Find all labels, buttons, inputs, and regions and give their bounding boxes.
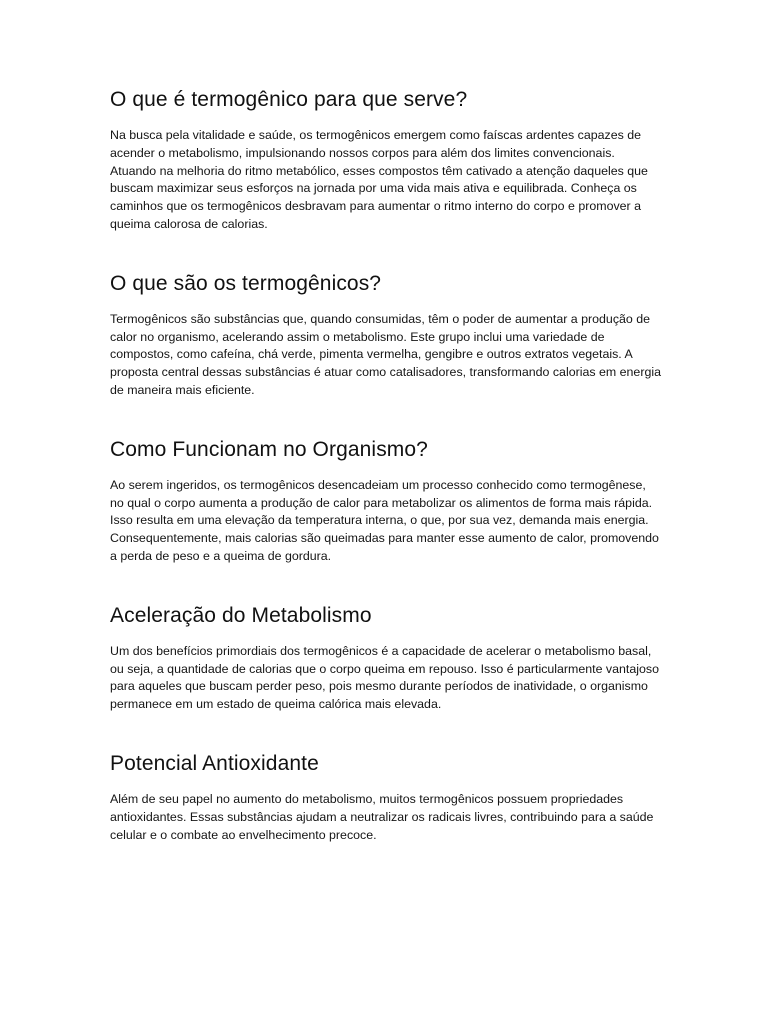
section-what-is-thermogenic — [110, 86, 662, 234]
section-paragraph: Na busca pela vitalidade e saúde, os termogênicos emergem como faíscas ardentes capazes de acender o metabolismo, impulsionando nossos corpos para além dos limites convencionais. Atuando na melhoria do ritmo metabólico, esses compostos têm cativado a atenção daqueles que buscam maximizar seus esforços na jornada por uma vida mais ativa e equilibrada. Conheça os caminhos que os termogênicos desbravam para aumentar o ritmo interno do corpo e promover a queima calorosa de calorias. — [110, 128, 648, 231]
section-heading: O que são os termogênicos? — [110, 271, 382, 295]
section-antioxidant-potential — [110, 750, 662, 844]
section-paragraph: Além de seu papel no aumento do metabolismo, muitos termogênicos possuem propriedades antioxidantes. Essas substâncias ajudam a neutralizar os radicais livres, contribuindo para a saúde celular e o combate ao envelhecimento precoce. — [110, 791, 654, 842]
section-heading: O que é termogênico para que serve? — [110, 88, 468, 111]
section-what-are-thermogenics — [110, 270, 662, 400]
section-how-they-work — [110, 436, 662, 566]
section-heading: Aceleração do Metabolismo — [110, 603, 372, 627]
section-heading: Potencial Antioxidante — [110, 751, 319, 775]
document-content — [110, 86, 662, 880]
section-paragraph: Um dos benefícios primordiais dos termogênicos é a capacidade de acelerar o metabolismo basal, ou seja, a quantidade de calorias que o corpo queima em repouso. Isso é particularmente vantajoso para aqueles que buscam perder peso, pois mesmo durante períodos de inatividade, o organismo permanece em um estado de queima calórica mais elevada. — [110, 643, 659, 712]
section-paragraph: Ao serem ingeridos, os termogênicos desencadeiam um processo conhecido como termogênese, no qual o corpo aumenta a produção de calor para metabolizar os alimentos de forma mais rápida. Isso resulta em uma elevação da temperatura interna, o que, por sua vez, demanda mais energia. Consequentemente, mais calorias são queimadas para manter esse aumento de calor, promovendo a perda de peso e a queima de gordura. — [110, 477, 659, 563]
section-paragraph: Termogênicos são substâncias que, quando consumidas, têm o poder de aumentar a produção de calor no organismo, acelerando assim o metabolismo. Este grupo inclui uma variedade de compostos, como cafeína, chá verde, pimenta vermelha, gengibre e outros extratos vegetais. A proposta central dessas substâncias é atuar como catalisadores, transformando calorias em energia de maneira mais eficiente. — [110, 311, 661, 397]
section-heading: Como Funcionam no Organismo? — [110, 437, 428, 461]
section-metabolism-acceleration — [110, 602, 662, 714]
